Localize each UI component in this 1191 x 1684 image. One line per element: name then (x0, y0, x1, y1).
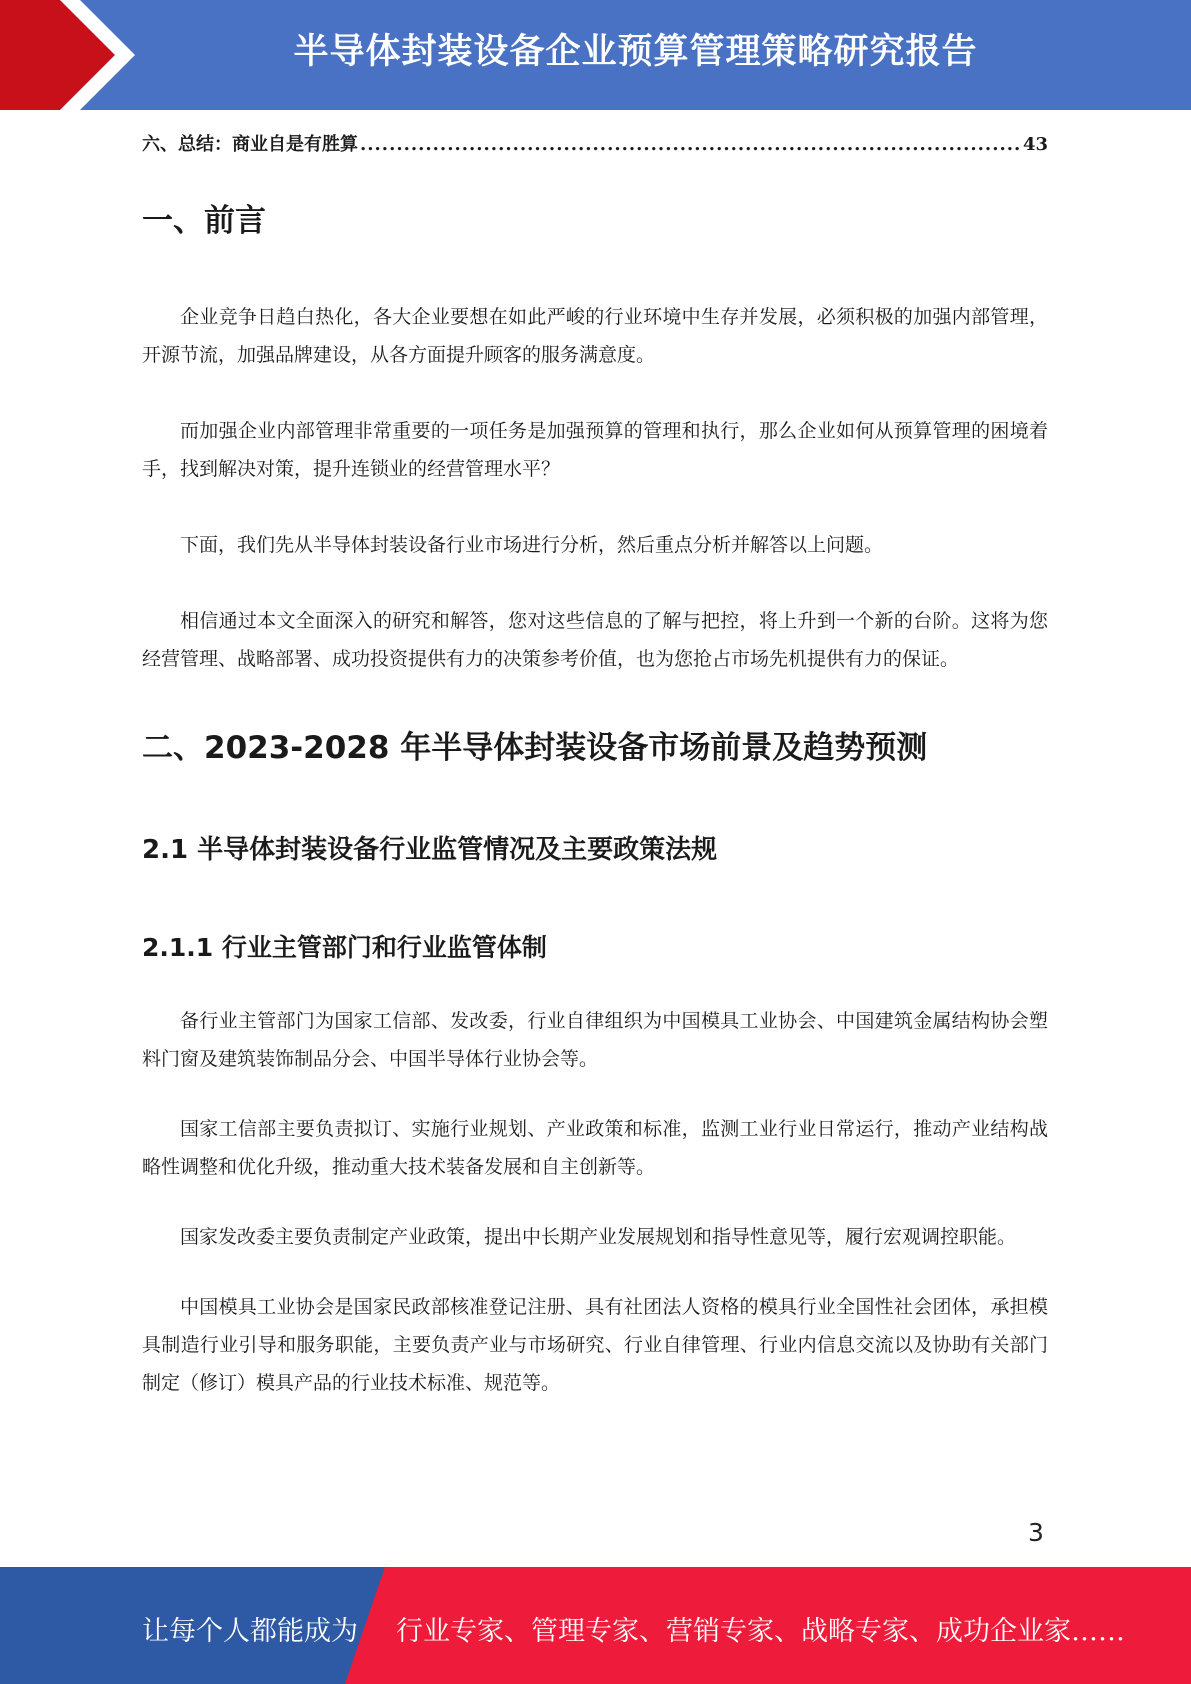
paragraph: 国家发改委主要负责制定产业政策，提出中长期产业发展规划和指导性意见等，履行宏观调控职能。 (180, 1226, 1017, 1248)
subsection-heading: 2.1 半导体封装设备行业监管情况及主要政策法规 (142, 835, 718, 865)
page-number: 3 (1028, 1518, 1044, 1547)
report-title: 半导体封装设备企业预算管理策略研究报告 (293, 32, 978, 72)
report-footer (0, 1567, 1191, 1684)
toc-entry[interactable] (142, 130, 1048, 156)
footer-slogan-left: 让每个人都能成为 (142, 1616, 358, 1647)
toc-leader-dots (360, 134, 1021, 155)
paragraph: 相信通过本文全面深入的研究和解答，您对这些信息的了解与把控，将上升到一个新的台阶。这将为您经营管理、战略部署、成功投资提供有力的决策参考价值，也为您抢占市场先机提供有力的保证。 (142, 610, 1048, 670)
toc-entry-label: 六、总结：商业自是有胜算 (142, 134, 358, 155)
report-header (0, 0, 1191, 110)
subsubsection-heading: 2.1.1 行业主管部门和行业监管体制 (142, 933, 547, 962)
paragraph: 中国模具工业协会是国家民政部核准登记注册、具有社团法人资格的模具行业全国性社会团体，承担模具制造行业引导和服务职能，主要负责产业与市场研究、行业自律管理、行业内信息交流以及协助有关部门制定（修订）模具产品的行业技术标准、规范等。 (142, 1296, 1048, 1394)
paragraph: 下面，我们先从半导体封装设备行业市场进行分析，然后重点分析并解答以上问题。 (180, 534, 884, 556)
paragraph: 国家工信部主要负责拟订、实施行业规划、产业政策和标准，监测工业行业日常运行，推动产业结构战略性调整和优化升级，推动重大技术装备发展和自主创新等。 (142, 1118, 1048, 1178)
paragraph: 而加强企业内部管理非常重要的一项任务是加强预算的管理和执行，那么企业如何从预算管理的困境着手，找到解决对策，提升连锁业的经营管理水平？ (142, 420, 1048, 480)
paragraph: 备行业主管部门为国家工信部、发改委，行业自律组织为中国模具工业协会、中国建筑金属结构协会塑料门窗及建筑装饰制品分会、中国半导体行业协会等。 (142, 1010, 1048, 1070)
page-content (142, 195, 1048, 1402)
section-heading-preface: 一、前言 (142, 203, 266, 239)
toc-entry-page: 43 (1022, 134, 1048, 155)
section-heading-forecast: 二、2023-2028 年半导体封装设备市场前景及趋势预测 (142, 730, 928, 766)
header-chevron-decoration (0, 0, 160, 110)
footer-slogan-right: 行业专家、管理专家、营销专家、战略专家、成功企业家…… (396, 1616, 1125, 1647)
paragraph: 企业竞争日趋白热化，各大企业要想在如此严峻的行业环境中生存并发展，必须积极的加强内部管理，开源节流，加强品牌建设，从各方面提升顾客的服务满意度。 (142, 306, 1048, 366)
